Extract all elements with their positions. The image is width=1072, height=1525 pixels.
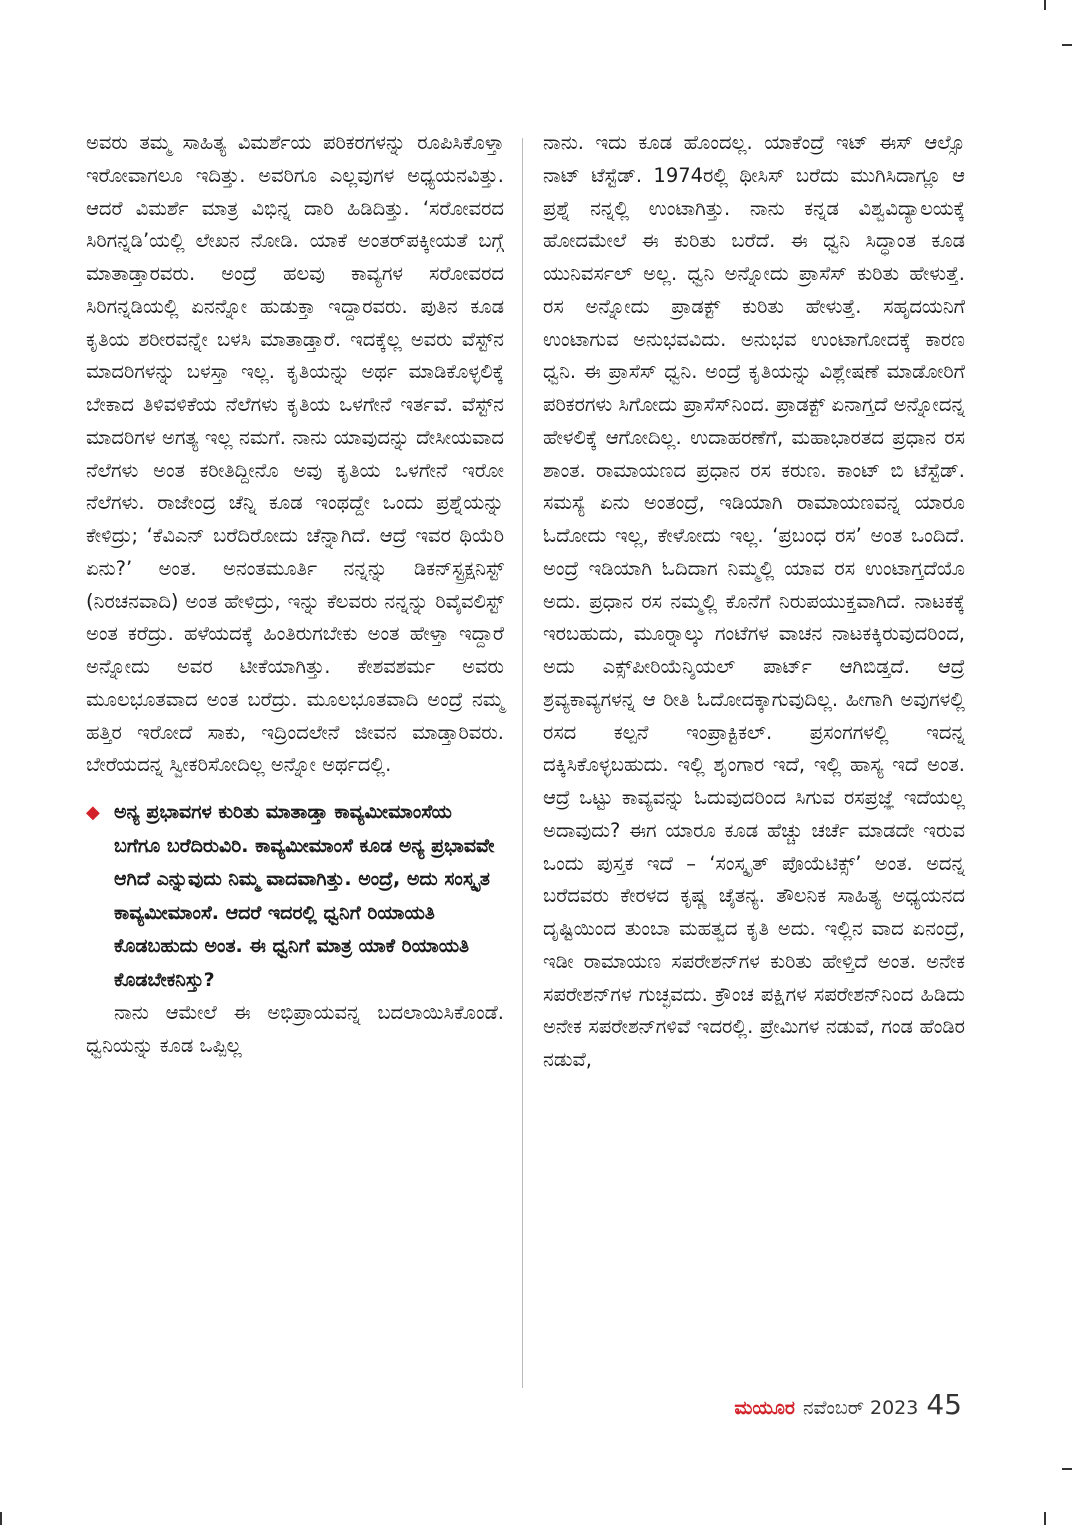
left-paragraph-2: ನಾನು ಆಮೇಲೆ ಈ ಅಭಿಪ್ರಾಯವನ್ನ ಬದಲಾಯಿಸಿಕೊಂಡೆ. ಧ್ವನಿಯನ್ನು ಕೂಡ ಒಪ್ಪಿಲ್ಲ bbox=[86, 1001, 504, 1057]
question-text: ಅನ್ಯ ಪ್ರಭಾವಗಳ ಕುರಿತು ಮಾತಾಡ್ತಾ ಕಾವ್ಯಮೀಮಾಂಸೆಯ ಬಗೆಗೂ ಬರೆದಿರುವಿರಿ. ಕಾವ್ಯಮೀಮಾಂಸೆ ಕೂಡ ಅನ್ಯ ಪ್ರಭಾವವೇ ಆಗಿದೆ ಎನ್ನುವುದು ನಿಮ್ಮ ವಾದವಾಗಿತ್ತು. ಅಂದ್ರೆ, ಅದು ಸಂಸ್ಕೃತ ಕಾವ್ಯಮೀಮಾಂಸೆ. ಆದರೆ ಇದರಲ್ಲಿ ಧ್ವನಿಗೆ ರಿಯಾಯತಿ ಕೊಡಬಹುದು ಅಂತ. ಈ ಧ್ವನಿಗೆ ಮಾತ್ರ ಯಾಕೆ ರಿಯಾಯತಿ ಕೊಡಬೇಕನಿಸ್ತು? bbox=[114, 801, 495, 991]
crop-mark-top-right bbox=[1044, 0, 1046, 10]
magazine-name: ಮಯೂರ bbox=[734, 1397, 795, 1419]
crop-mark-bottom-right bbox=[1044, 1512, 1046, 1525]
crop-mark-bottom-left bbox=[0, 1512, 2, 1525]
issue-date: ನವೆಂಬರ್ 2023 bbox=[802, 1397, 919, 1419]
right-paragraph-1: ನಾನು. ಇದು ಕೂಡ ಹೊಂದಲ್ಲ. ಯಾಕೆಂದ್ರೆ ಇಟ್ ಈಸ್ ಆಲ್ಸೊ ನಾಟ್ ಟೆಸ್ಟೆಡ್. 1974ರಲ್ಲಿ ಥೀಸಿಸ್ ಬರೆದು ಮುಗಿಸಿದಾಗ್ಲೂ ಆ ಪ್ರಶ್ನೆ ನನ್ನಲ್ಲಿ ಉಂಟಾಗಿತ್ತು. ನಾನು ಕನ್ನಡ ವಿಶ್ವವಿದ್ಯಾಲಯಕ್ಕೆ ಹೋದಮೇಲೆ ಈ ಕುರಿತು ಬರೆದೆ. ಈ ಧ್ವನಿ ಸಿದ್ಧಾಂತ ಕೂಡ ಯುನಿವರ್ಸಲ್ ಅಲ್ಲ. ಧ್ವನಿ ಅನ್ನೋದು ಪ್ರಾಸೆಸ್ ಕುರಿತು ಹೇಳುತ್ತೆ. ರಸ ಅನ್ನೋದು ಪ್ರಾಡಕ್ಟ್ ಕುರಿತು ಹೇಳುತ್ತೆ. ಸಹೃದಯನಿಗೆ ಉಂಟಾಗುವ ಅನುಭವವಿದು. ಅನುಭವ ಉಂಟಾಗೋದಕ್ಕೆ ಕಾರಣ ಧ್ವನಿ. ಈ ಪ್ರಾಸೆಸ್ ಧ್ವನಿ. ಅಂದ್ರೆ ಕೃತಿಯನ್ನು ವಿಶ್ಲೇಷಣೆ ಮಾಡೋರಿಗೆ ಪರಿಕರಗಳು ಸಿಗೋದು ಪ್ರಾಸೆಸ್‌ನಿಂದ. ಪ್ರಾಡಕ್ಟ್ ಏನಾಗ್ತದೆ ಅನ್ನೋದನ್ನ ಹೇಳಲಿಕ್ಕೆ ಆಗೋದಿಲ್ಲ. ಉದಾಹರಣೆಗೆ, ಮಹಾಭಾರತದ ಪ್ರಧಾನ ರಸ ಶಾಂತ. ರಾಮಾಯಣದ ಪ್ರಧಾನ ರಸ ಕರುಣ. ಕಾಂಟ್ ಬಿ ಟೆಸ್ಟೆಡ್. ಸಮಸ್ಯೆ ಏನು ಅಂತಂದ್ರೆ, ಇಡಿಯಾಗಿ ರಾಮಾಯಣವನ್ನ ಯಾರೂ ಓದೋದು ಇಲ್ಲ, ಕೇಳೋದು ಇಲ್ಲ. ‘ಪ್ರಬಂಧ ರಸ’ ಅಂತ ಒಂದಿದೆ. ಅಂದ್ರೆ ಇಡಿಯಾಗಿ ಓದಿದಾಗ ನಿಮ್ಮಲ್ಲಿ ಯಾವ ರಸ ಉಂಟಾಗ್ತದೆಯೊ ಅದು. ಪ್ರಧಾನ ರಸ ನಮ್ಮಲ್ಲಿ ಕೊನೆಗೆ ನಿರುಪಯುಕ್ತವಾಗಿದೆ. ನಾಟಕಕ್ಕೆ ಇರಬಹುದು, ಮೂರ್‍ನಾಲ್ಕು ಗಂಟೆಗಳ ವಾಚನ ನಾಟಕಕ್ಕಿರುವುದರಿಂದ, ಅದು ಎಕ್ಸ್‌ಪೀರಿಯೆನ್ಶಿಯಲ್ ಪಾರ್ಟ್ ಆಗಿಬಿಡ್ತದೆ. ಆದ್ರೆ ಶ್ರವ್ಯಕಾವ್ಯಗಳನ್ನ ಆ ರೀತಿ ಓದೋದಕ್ಕಾಗುವುದಿಲ್ಲ. ಹೀಗಾಗಿ ಅವುಗಳಲ್ಲಿ ರಸದ ಕಲ್ಪನೆ ಇಂಪ್ರಾಕ್ಟಿಕಲ್. ಪ್ರಸಂಗಗಳಲ್ಲಿ ಇದನ್ನ ದಕ್ಕಿಸಿಕೊಳ್ಳಬಹುದು. ಇಲ್ಲಿ ಶೃಂಗಾರ ಇದೆ, ಇಲ್ಲಿ ಹಾಸ್ಯ ಇದೆ ಅಂತ. ಆದ್ರೆ ಒಟ್ಟು ಕಾವ್ಯವನ್ನು ಓದುವುದರಿಂದ ಸಿಗುವ ರಸಪ್ರಜ್ಞೆ ಇದೆಯಲ್ಲ ಅದಾವುದು? ಈಗ ಯಾರೂ ಕೂಡ ಹೆಚ್ಚು ಚರ್ಚೆ ಮಾಡದೇ ಇರುವ ಒಂದು ಪುಸ್ತಕ ಇದೆ – ‘ಸಂಸ್ಕೃತ್ ಪೊಯೆಟಿಕ್ಸ್’ ಅಂತ. ಅದನ್ನ ಬರೆದವರು ಕೇರಳದ ಕೃಷ್ಣ ಚೈತನ್ಯ. ತೌಲನಿಕ ಸಾಹಿತ್ಯ ಅಧ್ಯಯನದ ದೃಷ್ಟಿಯಿಂದ ತುಂಬಾ ಮಹತ್ವದ ಕೃತಿ ಅದು. ಇಲ್ಲಿನ ವಾದ ಏನಂದ್ರೆ, ಇಡೀ ರಾಮಾಯಣ ಸಪರೇಶನ್‌ಗಳ ಕುರಿತು ಹೇಳ್ತಿದೆ ಅಂತ. ಅನೇಕ ಸಪರೇಶನ್‌ಗಳ ಗುಚ್ಛವದು. ಕ್ರೌಂಚ ಪಕ್ಷಿಗಳ ಸಪರೇಶನ್‌ನಿಂದ ಹಿಡಿದು ಅನೇಕ ಸಪರೇಶನ್‌ಗಳಿವೆ ಇದರಲ್ಲಿ. ಪ್ರೇಮಿಗಳ ನಡುವೆ, ಗಂಡ ಹೆಂಡಿರ ನಡುವೆ, bbox=[543, 131, 965, 1071]
right-column bbox=[543, 127, 965, 1077]
interview-question bbox=[86, 796, 504, 997]
page-number: 45 bbox=[926, 1388, 962, 1421]
crop-mark-right-bottom bbox=[1062, 1468, 1072, 1470]
left-paragraph-1: ಅವರು ತಮ್ಮ ಸಾಹಿತ್ಯ ವಿಮರ್ಶೆಯ ಪರಿಕರಗಳನ್ನು ರೂಪಿಸಿಕೊಳ್ತಾ ಇರೋವಾಗಲೂ ಇದಿತ್ತು. ಅವರಿಗೂ ಎಲ್ಲವುಗಳ ಅಧ್ಯಯನವಿತ್ತು. ಆದರೆ ವಿಮರ್ಶೆ ಮಾತ್ರ ವಿಭಿನ್ನ ದಾರಿ ಹಿಡಿದಿತ್ತು. ‘ಸರೋವರದ ಸಿರಿಗನ್ನಡಿ’ಯಲ್ಲಿ ಲೇಖನ ನೋಡಿ. ಯಾಕೆ ಅಂತರ್‌ಪಕ್ಕೀಯತೆ ಬಗ್ಗೆ ಮಾತಾಡ್ತಾರವರು. ಅಂದ್ರೆ ಹಲವು ಕಾವ್ಯಗಳ ಸರೋವರದ ಸಿರಿಗನ್ನಡಿಯಲ್ಲಿ ಏನನ್ನೋ ಹುಡುಕ್ತಾ ಇದ್ದಾರವರು. ಪುತಿನ ಕೂಡ ಕೃತಿಯ ಶರೀರವನ್ನೇ ಬಳಸಿ ಮಾತಾಡ್ತಾರೆ. ಇದಕ್ಕೆಲ್ಲ ಅವರು ವೆಸ್ಟ್‌ನ ಮಾದರಿಗಳನ್ನು ಬಳಸ್ತಾ ಇಲ್ಲ. ಕೃತಿಯನ್ನು ಅರ್ಥ ಮಾಡಿಕೊಳ್ಳಲಿಕ್ಕೆ ಬೇಕಾದ ತಿಳಿವಳಿಕೆಯ ನೆಲೆಗಳು ಕೃತಿಯ ಒಳಗೇನೆ ಇರ್ತವೆ. ವೆಸ್ಟ್‌ನ ಮಾದರಿಗಳ ಅಗತ್ಯ ಇಲ್ಲ ನಮಗೆ. ನಾನು ಯಾವುದನ್ನು ದೇಸೀಯವಾದ ನೆಲೆಗಳು ಅಂತ ಕರೀತಿದ್ದೀನೊ ಅವು ಕೃತಿಯ ಒಳಗೇನೆ ಇರೋ ನೆಲೆಗಳು. ರಾಜೇಂದ್ರ ಚೆನ್ನಿ ಕೂಡ ಇಂಥದ್ದೇ ಒಂದು ಪ್ರಶ್ನೆಯನ್ನು ಕೇಳಿದ್ರು; ‘ಕೆವಿಎನ್ ಬರೆದಿರೋದು ಚೆನ್ನಾಗಿದೆ. ಆದ್ರೆ ಇವರ ಥಿಯೆರಿ ಏನು?’ ಅಂತ. ಅನಂತಮೂರ್ತಿ ನನ್ನನ್ನು ಡಿಕನ್‌ಸ್ಟ್ರಕ್ಷನಿಸ್ಟ್ (ನಿರಚನವಾದಿ) ಅಂತ ಹೇಳಿದ್ರು, ಇನ್ನು ಕೆಲವರು ನನ್ನನ್ನು ರಿವೈವಲಿಸ್ಟ್ ಅಂತ ಕರೆದ್ರು. ಹಳೆಯದಕ್ಕೆ ಹಿಂತಿರುಗಬೇಕು ಅಂತ ಹೇಳ್ತಾ ಇದ್ದಾರೆ ಅನ್ನೋದು ಅವರ ಟೀಕೆಯಾಗಿತ್ತು. ಕೇಶವಶರ್ಮ ಅವರು ಮೂಲಭೂತವಾದ ಅಂತ ಬರೆದ್ರು. ಮೂಲಭೂತವಾದಿ ಅಂದ್ರೆ ನಮ್ಮ ಹತ್ತಿರ ಇರೋದೆ ಸಾಕು, ಇದ್ರಿಂದಲೇನೆ ಜೀವನ ಮಾಡ್ತಾರಿವರು. ಬೇರೆಯದನ್ನ ಸ್ವೀಕರಿಸೋದಿಲ್ಲ ಅನ್ನೋ ಅರ್ಥದಲ್ಲಿ. bbox=[86, 131, 504, 777]
left-column bbox=[86, 127, 504, 1063]
diamond-bullet-icon: ◆ bbox=[86, 802, 100, 823]
page-footer bbox=[734, 1388, 962, 1432]
crop-mark-right-top bbox=[1062, 44, 1072, 46]
column-divider bbox=[522, 138, 523, 1388]
